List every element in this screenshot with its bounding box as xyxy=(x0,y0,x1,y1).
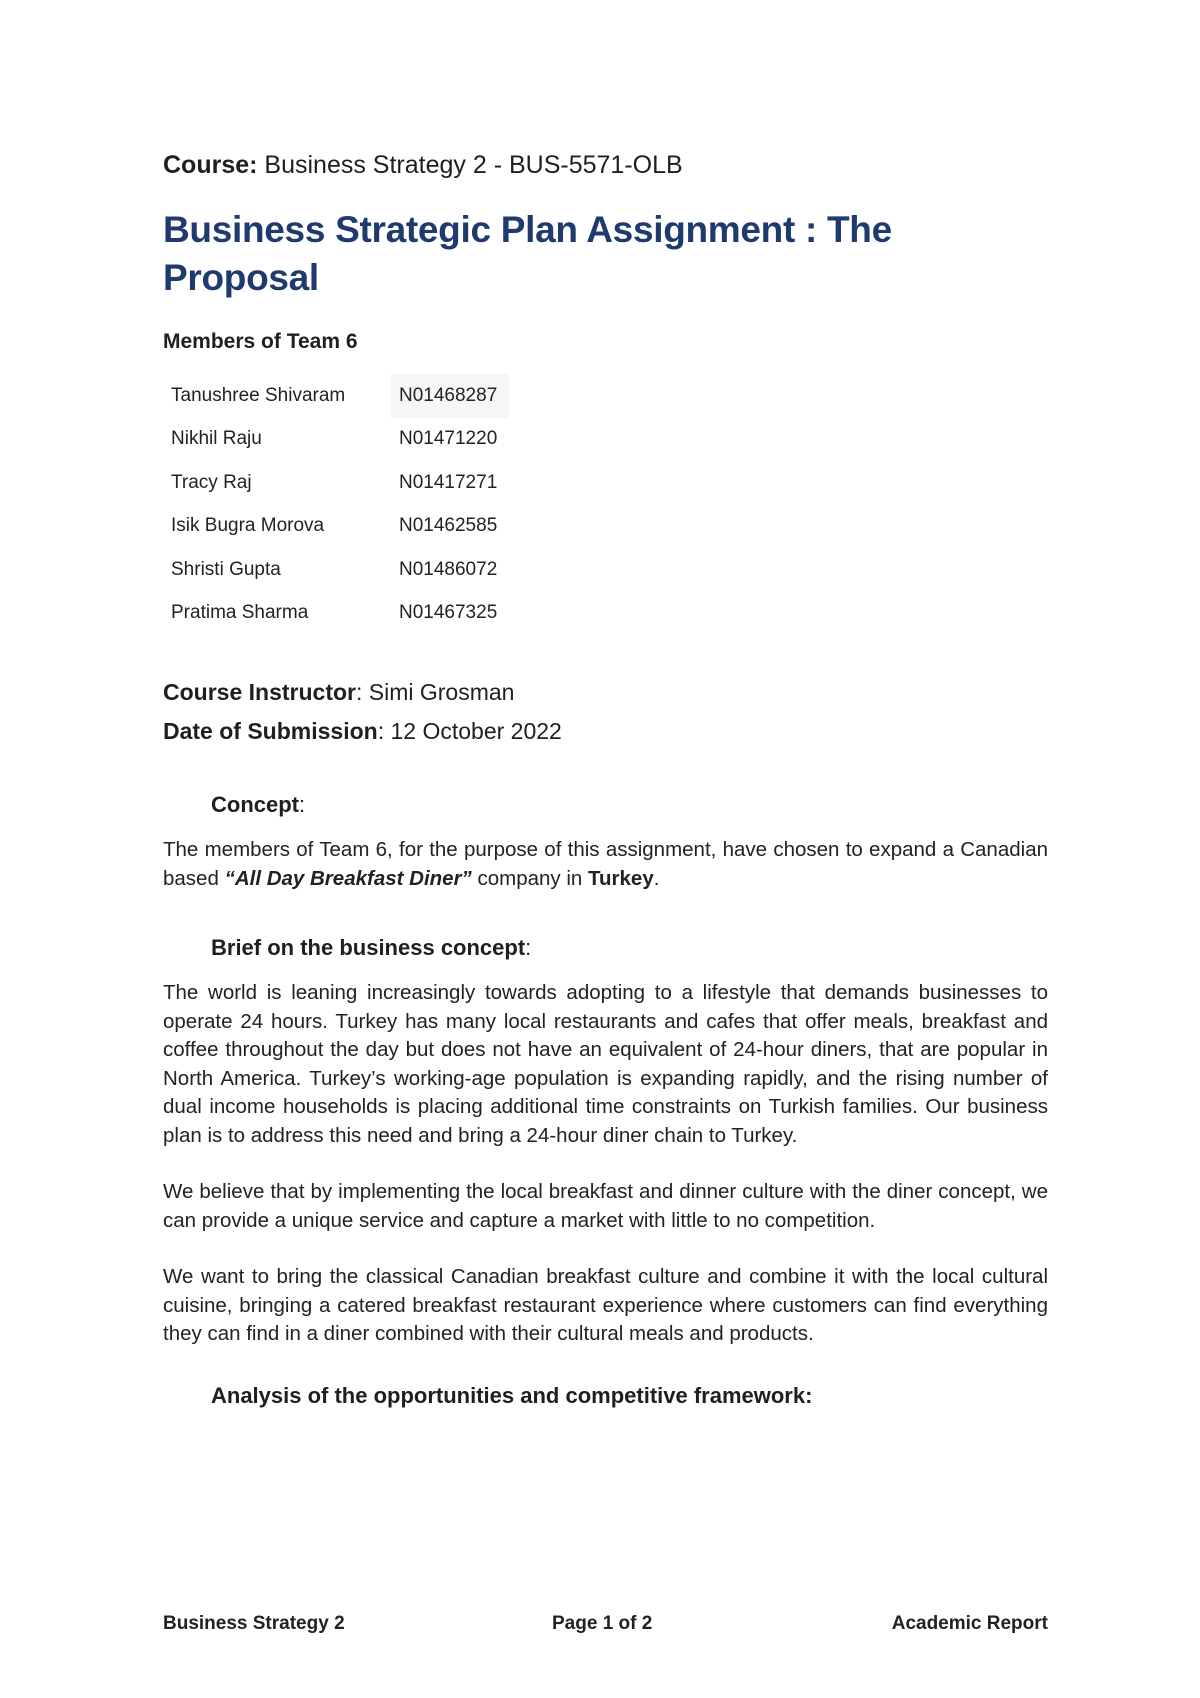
submission-label: Date of Submission xyxy=(163,718,378,744)
table-row xyxy=(163,592,509,636)
company-name: “All Day Breakfast Diner” xyxy=(224,866,472,890)
table-row xyxy=(163,418,509,462)
submission-date-line xyxy=(163,716,1048,746)
brief-paragraph: We want to bring the classical Canadian breakfast culture and combine it with the local cultural cuisine, bringing a catered breakfast restaurant experience where customers can find everything they can find in a diner combined with their cultural meals and products. xyxy=(163,1265,1048,1345)
member-id: N01468287 xyxy=(391,374,509,418)
footer-page-number: Page 1 of 2 xyxy=(552,1613,653,1634)
members-table xyxy=(163,374,509,635)
member-name: Tracy Raj xyxy=(171,471,252,493)
concept-text-before: The members of Team 6, for the purpose of this assignment, have chosen to expand a Canadian based xyxy=(163,838,1048,890)
footer-report-type: Academic Report xyxy=(891,1613,1048,1634)
table-row xyxy=(163,548,509,592)
member-id: N01417271 xyxy=(399,471,498,493)
member-name: Isik Bugra Morova xyxy=(171,515,325,537)
members-heading: Members of Team 6 xyxy=(163,330,358,353)
table-row xyxy=(163,505,509,549)
instructor-value: Simi Grosman xyxy=(368,679,515,705)
member-id: N01462585 xyxy=(399,515,498,537)
instructor-line xyxy=(163,677,1048,707)
footer-course: Business Strategy 2 xyxy=(163,1613,345,1634)
concept-heading xyxy=(211,790,1048,820)
table-row xyxy=(163,374,509,418)
course-value: Business Strategy 2 - BUS-5571-OLB xyxy=(264,151,683,179)
member-name: Nikhil Raju xyxy=(171,428,262,450)
member-id: N01467325 xyxy=(399,602,498,624)
member-name: Pratima Sharma xyxy=(171,602,309,624)
submission-value: 12 October 2022 xyxy=(390,718,562,744)
submission-colon: : xyxy=(377,718,385,744)
member-id: N01471220 xyxy=(399,428,498,450)
course-line xyxy=(163,148,1048,182)
concept-text-end: . xyxy=(653,866,660,890)
concept-text-middle: company in xyxy=(471,866,589,890)
country-name: Turkey xyxy=(588,866,654,890)
course-label: Course: xyxy=(163,151,258,179)
analysis-heading: Analysis of the opportunities and competitive framework: xyxy=(211,1382,813,1408)
document-body xyxy=(163,148,1048,1411)
brief-heading-colon: : xyxy=(525,935,532,960)
instructor-colon: : xyxy=(355,679,363,705)
brief-heading xyxy=(211,933,1048,963)
table-row xyxy=(163,461,509,505)
document-title: Business Strategic Plan Assignment : The Proposal xyxy=(163,209,892,298)
brief-heading-text: Brief on the business concept xyxy=(211,935,526,960)
member-id: N01486072 xyxy=(399,558,498,580)
member-name: Tanushree Shivaram xyxy=(171,384,346,406)
member-name: Shristi Gupta xyxy=(171,558,281,580)
concept-paragraph xyxy=(163,836,1048,893)
brief-paragraph: The world is leaning increasingly towards adopting to a lifestyle that demands businesses to operate 24 hours. Turkey has many local restaurants and cafes that offer meals, breakfast and coffee throughout the day but does not have an equivalent of 24-hour diners, that are popular in North America. Turkey’s working-age population is expanding rapidly, and the rising number of dual income households is placing additional time constraints on Turkish families. Our business plan is to address this need and bring a 24-hour diner chain to Turkey. xyxy=(163,981,1048,1147)
instructor-label: Course Instructor xyxy=(163,679,356,705)
concept-heading-colon: : xyxy=(299,792,306,817)
brief-paragraph: We believe that by implementing the local breakfast and dinner culture with the diner concept, we can provide a unique service and capture a market with little to no competition. xyxy=(163,1180,1048,1232)
concept-heading-text: Concept xyxy=(211,792,299,817)
